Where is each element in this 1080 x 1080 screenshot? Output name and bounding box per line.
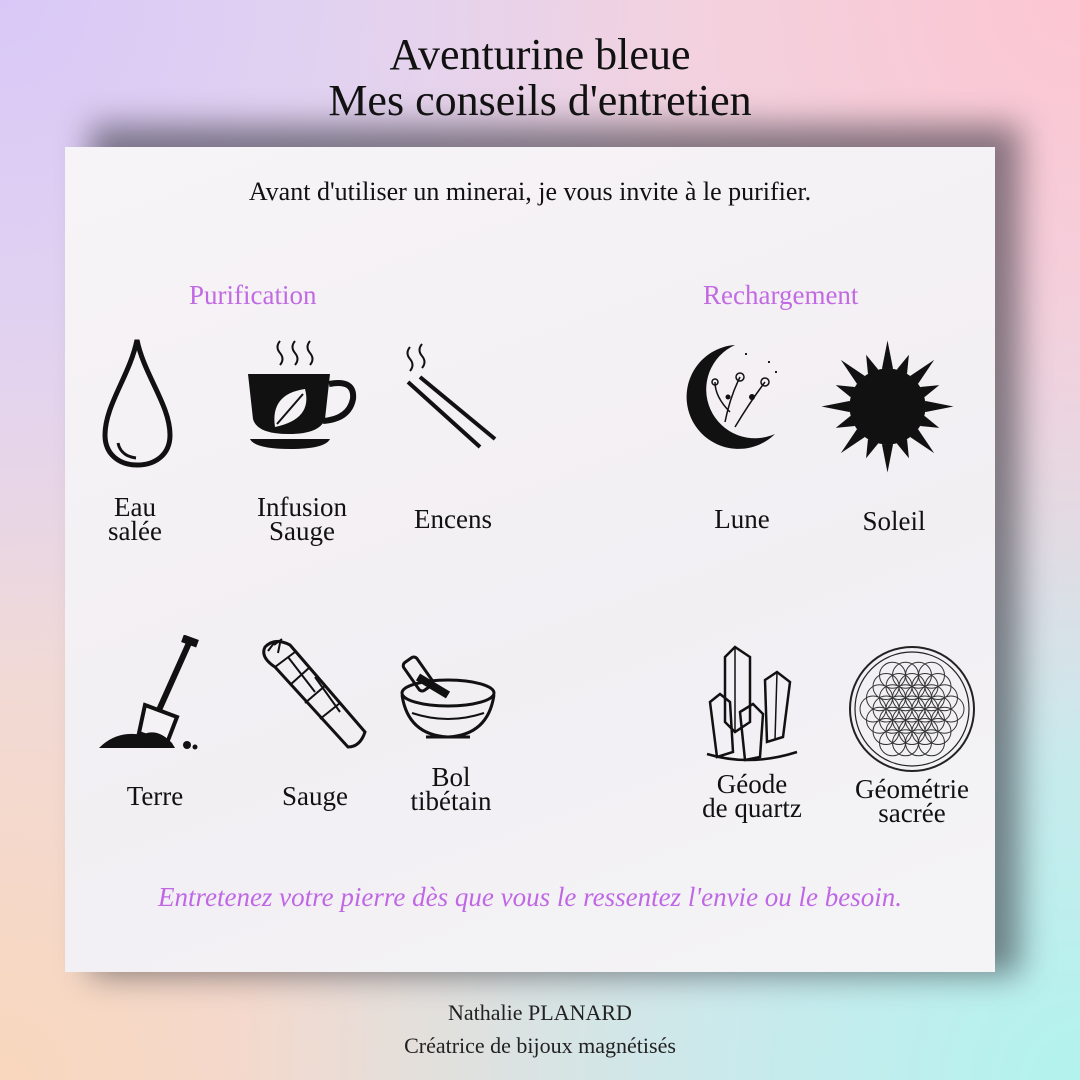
label-geometrie-sacree: Géométrie sacrée (855, 774, 969, 828)
incense-icon (400, 342, 500, 452)
sun-ray (882, 341, 893, 369)
water-drop-icon (100, 335, 175, 470)
sage-bundle-icon (260, 637, 370, 752)
label-terre: Terre (126, 781, 184, 811)
label-bol-tibetain: Bol tibétain (410, 762, 492, 816)
shovel-earth-icon (97, 635, 202, 755)
section-title-rechargement: Rechargement (703, 280, 859, 310)
label-lune: Lune (714, 504, 770, 534)
sun-ray (822, 401, 850, 412)
quartz-geode-icon (705, 642, 800, 767)
label-encens: Encens (414, 504, 492, 534)
flower-of-life-icon (848, 645, 976, 773)
sun-ray (925, 401, 953, 412)
label-infusion-sauge: Infusion Sauge (257, 492, 347, 546)
sun-ray (882, 444, 893, 472)
title-line-2: Mes conseils d'entretien (328, 76, 752, 125)
label-sauge: Sauge (282, 781, 348, 811)
section-title-purification: Purification (189, 280, 317, 310)
title-line-1: Aventurine bleue (389, 30, 691, 79)
intro-text: Avant d'utiliser un minerai, je vous invite à le purifier. (248, 177, 812, 206)
label-geode-de-quartz: Géode de quartz (702, 769, 802, 823)
info-card (65, 147, 995, 972)
label-eau-salee: Eau salée (108, 492, 162, 546)
footer-role: Créatrice de bijoux magnétisés (404, 1033, 676, 1058)
tagline: Entretenez votre pierre dès que vous le ressentez l'envie ou le besoin. (157, 882, 903, 912)
page-title (0, 32, 1080, 124)
sun-icon (820, 339, 955, 474)
tea-cup-icon (245, 339, 360, 454)
label-soleil: Soleil (862, 506, 926, 536)
footer-name: Nathalie PLANARD (448, 1000, 632, 1025)
singing-bowl-icon (398, 645, 498, 745)
moon-icon (680, 342, 790, 452)
